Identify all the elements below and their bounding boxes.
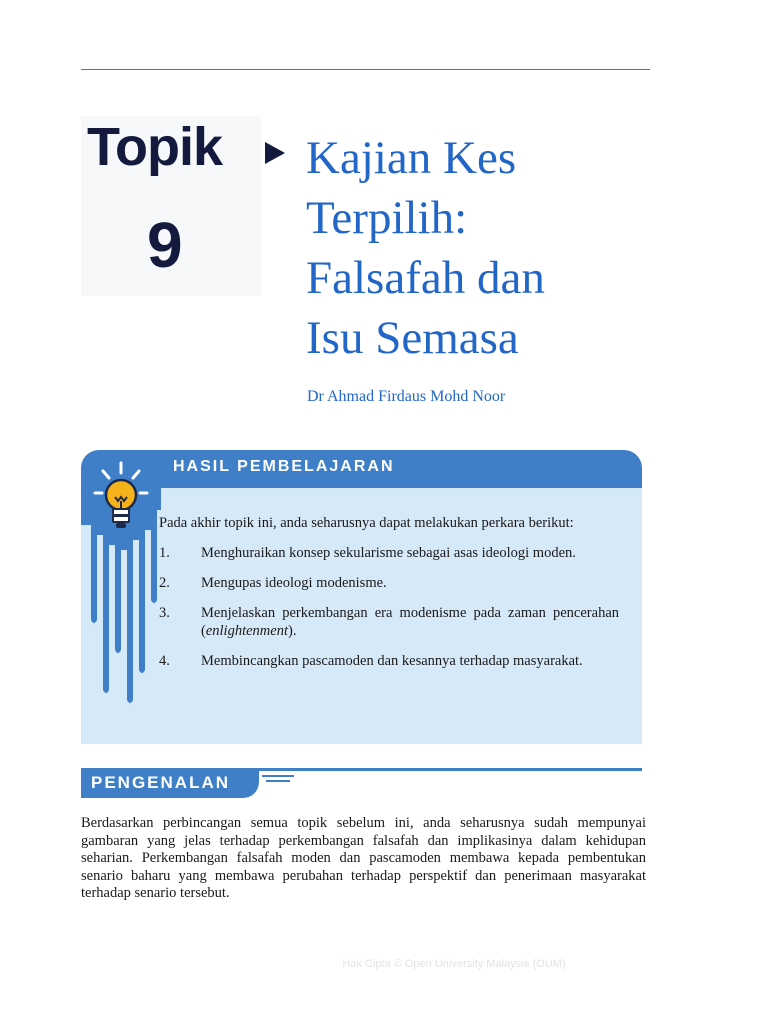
list-item-number: 1. xyxy=(159,545,170,561)
list-item-italic-term: enlightenment xyxy=(205,623,288,639)
introduction-heading: PENGENALAN xyxy=(91,773,231,792)
learning-outcomes-content xyxy=(159,514,619,682)
topic-label: Topik xyxy=(87,117,222,177)
author-name: Dr Ahmad Firdaus Mohd Noor xyxy=(307,388,506,405)
list-item xyxy=(159,604,619,640)
chapter-title-line: Kajian Kes xyxy=(306,132,517,184)
lightbulb-icon xyxy=(91,461,151,537)
list-item-text-part: ). xyxy=(288,623,297,639)
chapter-title xyxy=(306,128,666,368)
learning-outcomes-list xyxy=(159,544,619,670)
play-arrow-icon xyxy=(265,142,285,164)
chapter-title-line: Terpilih: xyxy=(306,192,468,244)
learning-outcomes-intro: Pada akhir topik ini, anda seharusnya dapat melakukan perkara berikut: xyxy=(159,515,574,531)
copyright-footer: Hak Cipta © Open University Malaysia (OUM) xyxy=(342,958,566,970)
list-item xyxy=(159,652,619,670)
list-item xyxy=(159,574,619,592)
learning-outcomes-header xyxy=(81,450,642,488)
topic-badge xyxy=(81,116,261,296)
chapter-title-line: Isu Semasa xyxy=(306,312,519,364)
list-item-text-part: Menjelaskan perkembangan era modenisme pada zaman pencerahan ( xyxy=(201,605,619,639)
list-item-number: 2. xyxy=(159,575,170,591)
list-item-text: Mengupas ideologi modenisme. xyxy=(201,575,387,591)
topic-number: 9 xyxy=(147,209,183,281)
chapter-title-line: Falsafah dan xyxy=(306,252,545,304)
list-item-number: 3. xyxy=(159,605,170,621)
introduction-header xyxy=(81,768,259,798)
list-item-number: 4. xyxy=(159,653,170,669)
list-item xyxy=(159,544,619,562)
decorative-lines xyxy=(262,774,294,786)
list-item-text: Membincangkan pascamoden dan kesannya terhadap masyarakat. xyxy=(201,653,583,669)
top-rule xyxy=(81,69,650,70)
list-item-text: Menghuraikan konsep sekularisme sebagai asas ideologi moden. xyxy=(201,545,576,561)
introduction-body: Berdasarkan perbincangan semua topik sebelum ini, anda seharusnya sudah mempunyai gambaran yang jelas terhadap perkembangan falsafah dan implikasinya dalam kehidupan seharian. Perkembangan falsafah moden dan pascamoden membawa kepada pembentukan senario baharu yang membawa perubahan terhadap perspektif dan penerimaan masyarakat terhadap senario tersebut. xyxy=(81,815,646,901)
learning-outcomes-heading: HASIL PEMBELAJARAN xyxy=(173,458,395,475)
list-item-text xyxy=(201,604,619,640)
